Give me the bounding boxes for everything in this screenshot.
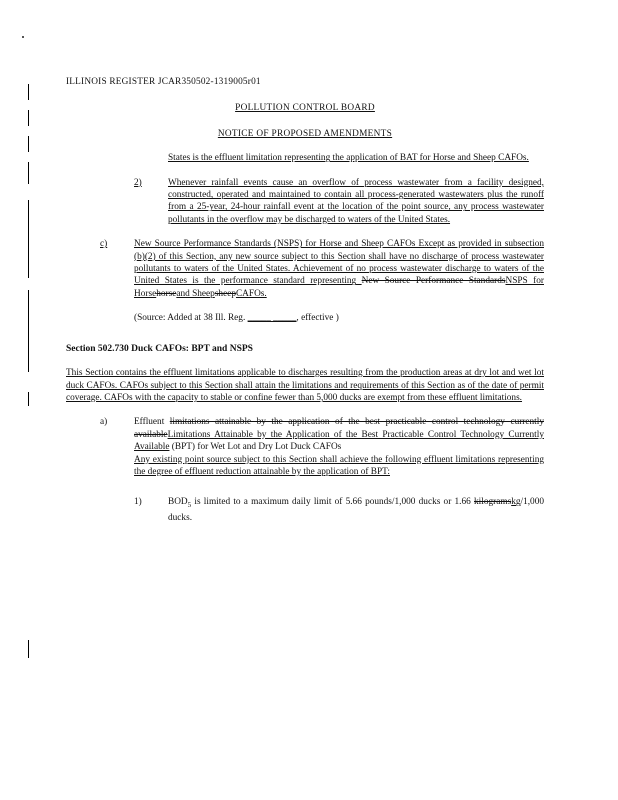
list-item-c-text-3: and Sheep (176, 288, 215, 299)
item-a1-struck: kilograms (474, 497, 512, 508)
change-bar (28, 162, 29, 184)
list-item-2 (134, 177, 544, 227)
list-marker: 2) (134, 177, 142, 188)
list-item-2-text: Whenever rainfall events cause an overflow of process wastewater from a facility designed, constructed, operated and maintained to contain all process-generated wastewaters plus the runoff from a 25-year, 24-hour rainfall event at the location of the point source, any process wastewater pollutants in the overflow may be discharged to waters of the United States. (168, 177, 544, 225)
list-marker: 1) (134, 497, 142, 508)
board-title: POLLUTION CONTROL BOARD (235, 103, 375, 114)
source-blank: _____ _____ (247, 313, 297, 324)
list-item-c-struck-3: sheep (214, 288, 236, 299)
change-bar (28, 392, 29, 406)
change-bar (28, 290, 29, 372)
list-marker: c) (100, 239, 108, 250)
section-intro: This Section contains the effluent limitations applicable to discharges resulting from the production areas at dry lot and wet lot duck CAFOs. CAFOs subject to this Section shall attain the limitations and requirements of this Section as of the date of permit coverage. CAFOs with the capacity to stable or confine fewer than 5,000 ducks are exempt from these effluent limitations. (66, 368, 544, 403)
list-item-c (100, 238, 544, 300)
item-a-lead: Effluent (134, 417, 170, 428)
change-bar (28, 110, 29, 126)
change-bar (28, 84, 29, 100)
item-a1-text-1: BOD (168, 497, 188, 508)
list-item-c-text-2: NSPS for Horse (134, 276, 544, 299)
item-a1-underline: kg (511, 497, 521, 508)
source-note (134, 312, 544, 324)
change-bar (28, 200, 29, 278)
document-body (66, 76, 544, 524)
item-a1-subscript: 5 (187, 501, 192, 510)
item-a1-text-2: is limited to a maximum daily limit of 5.66 pounds/1,000 ducks or 1.66 (191, 497, 474, 508)
list-item-c-text-4: CAFOs. (235, 288, 267, 299)
change-bar (28, 640, 29, 658)
section-heading: Section 502.730 Duck CAFOs: BPT and NSPS (66, 343, 253, 354)
item-a-underline: Limitations Attainable by the Application of the Best Practicable Control Technology Currently Available (134, 429, 544, 453)
item-a-tail: (BPT) for Wet Lot and Dry Lot Duck CAFOs (169, 442, 342, 453)
list-marker: a) (100, 417, 108, 428)
source-suffix: ) (335, 313, 339, 324)
item-a-underline-2: Any existing point source subject to this Section shall achieve the following effluent limitations representing the degree of effluent reduction attainable by the application of BPT: (134, 454, 544, 477)
source-prefix: (Source: Added at 38 Ill. Reg. (134, 313, 248, 324)
paragraph-bat-continued: States is the effluent limitation representing the application of BAT for Horse and Sheep CAFOs. (168, 153, 529, 164)
list-item-c-text-1: New Source Performance Standards (NSPS) for Horse and Sheep CAFOs Except as provided in subsection (b)(2) of this Section, any new source subject to this Section shall have no discharge of process wastewater pollutants to waters of the United States. Achievement of no process wastewater discharge to waters of the United States is the performance standard representing (134, 239, 544, 287)
change-bar (28, 136, 29, 152)
list-item-a1 (134, 496, 544, 524)
item-a1-text-3: /1,000 ducks. (168, 497, 544, 523)
source-mid: , effective (296, 313, 336, 324)
list-item-a (100, 416, 544, 478)
notice-title: NOTICE OF PROPOSED AMENDMENTS (217, 128, 393, 139)
list-item-c-struck-2: horse (156, 288, 177, 299)
register-header: ILLINOIS REGISTER JCAR350502-1319005r01 (66, 77, 261, 87)
scan-artifact-dot (22, 36, 24, 38)
item-a-struck: limitations attainable by the application of the best practicable control technology currently available (134, 417, 544, 440)
list-item-c-struck: New Source Performance Standards (361, 276, 506, 287)
